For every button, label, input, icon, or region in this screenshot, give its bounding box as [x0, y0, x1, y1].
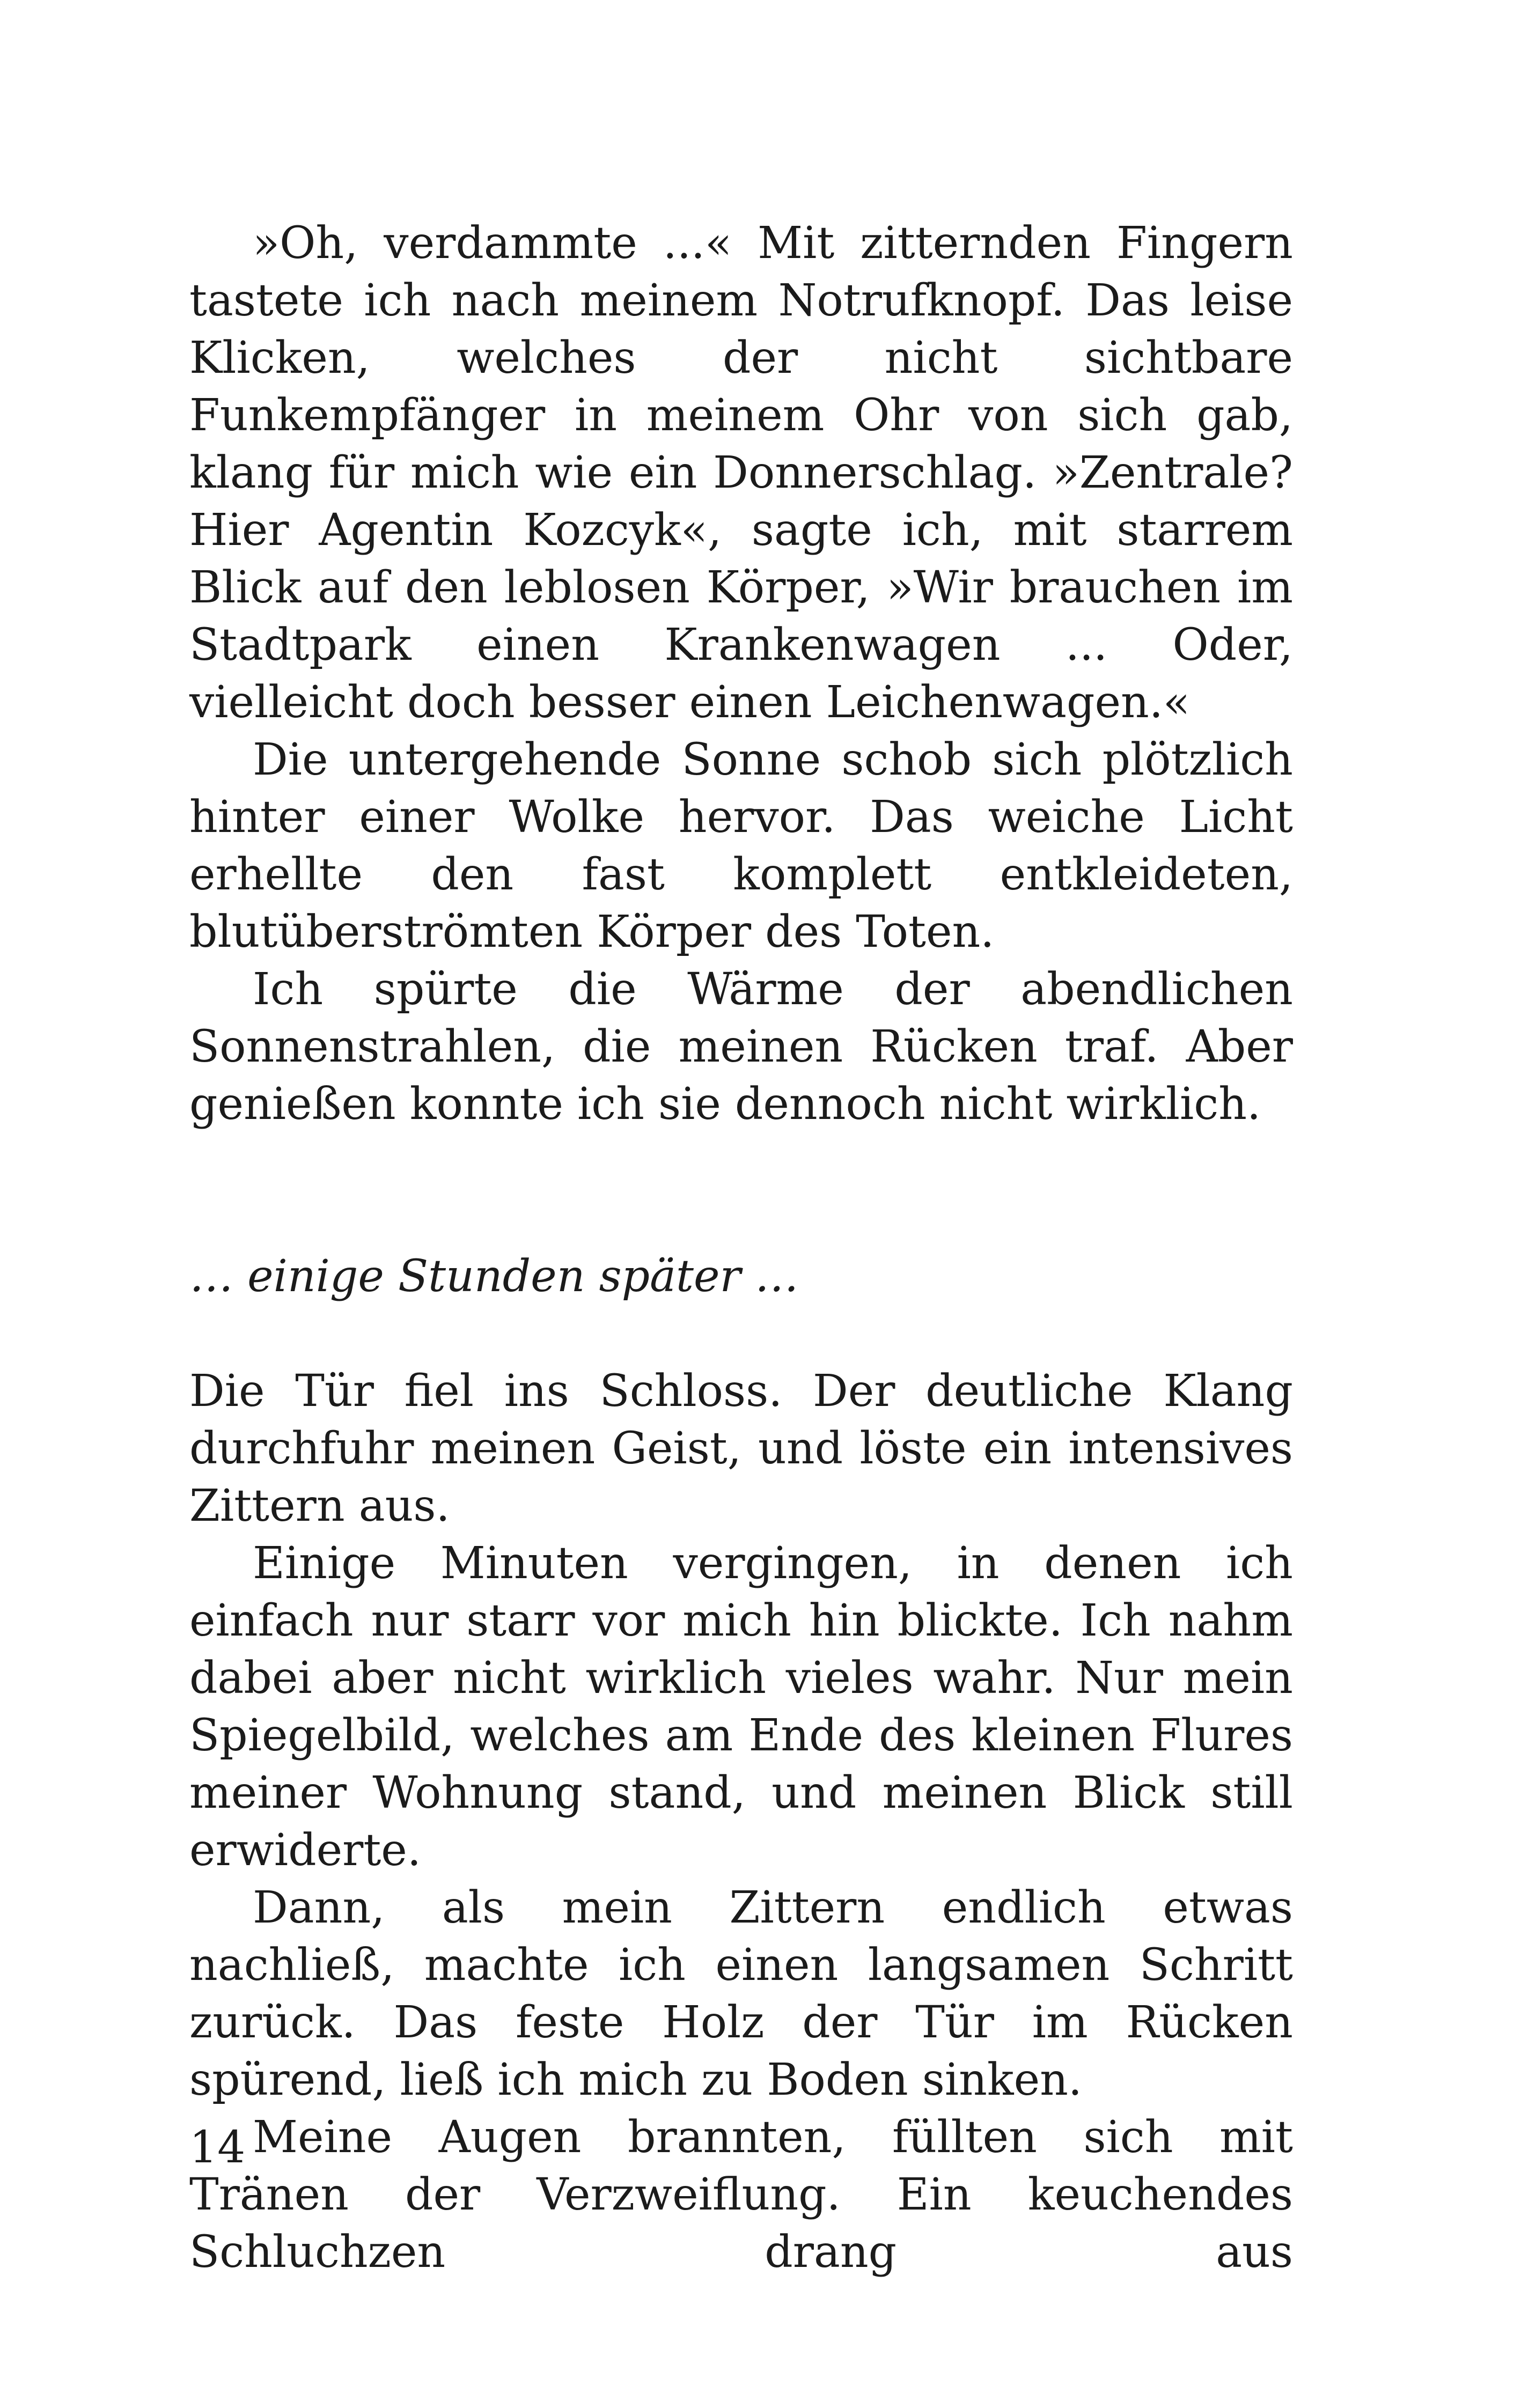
paragraph-last-line: Meine Augen brannten, füllten sich mit Tränen der Verzweiflung. Ein keuchendes Schluchzen drang aus	[189, 2112, 1293, 2278]
section-spacer	[189, 1305, 1293, 1363]
scene-break-heading: … einige Stunden später …	[189, 1251, 799, 1302]
section-spacer	[189, 1133, 1293, 1248]
paragraph: Die Tür fiel ins Schloss. Der deutliche Klang durchfuhr meinen Geist, und löste ein intensives Zittern aus.	[189, 1366, 1293, 1531]
book-page-body	[189, 215, 1293, 2281]
page-number: 14	[189, 2122, 246, 2173]
paragraph: Ich spürte die Wärme der abendlichen Sonnenstrahlen, die meinen Rücken traf. Aber genießen konnte ich sie dennoch nicht wirklich.	[189, 964, 1293, 1130]
paragraph: Einige Minuten vergingen, in denen ich einfach nur starr vor mich hin blickte. Ich nahm dabei aber nicht wirklich vieles wahr. Nur mein Spiegelbild, welches am Ende des kleinen Flures meiner Wohnung stand, und meinen Blick still erwiderte.	[189, 1538, 1293, 1876]
paragraph: »Oh, verdammte ...« Mit zitternden Fingern tastete ich nach meinem Notrufknopf. Das leise Klicken, welches der nicht sichtbare Funkempfänger in meinem Ohr von sich gab, klang für mich wie ein Donnerschlag. »Zentrale? Hier Agentin Kozcyk«, sagte ich, mit starrem Blick auf den leblosen Körper, »Wir brauchen im Stadtpark einen Krankenwagen ... Oder, vielleicht doch besser einen Leichenwagen.«	[189, 218, 1293, 728]
paragraph: Die untergehende Sonne schob sich plötzlich hinter einer Wolke hervor. Das weiche Licht erhellte den fast komplett entkleideten, blutüberströmten Körper des Toten.	[189, 734, 1293, 958]
paragraph: Dann, als mein Zittern endlich etwas nachließ, machte ich einen langsamen Schritt zurück. Das feste Holz der Tür im Rücken spürend, ließ ich mich zu Boden sinken.	[189, 1882, 1293, 2105]
